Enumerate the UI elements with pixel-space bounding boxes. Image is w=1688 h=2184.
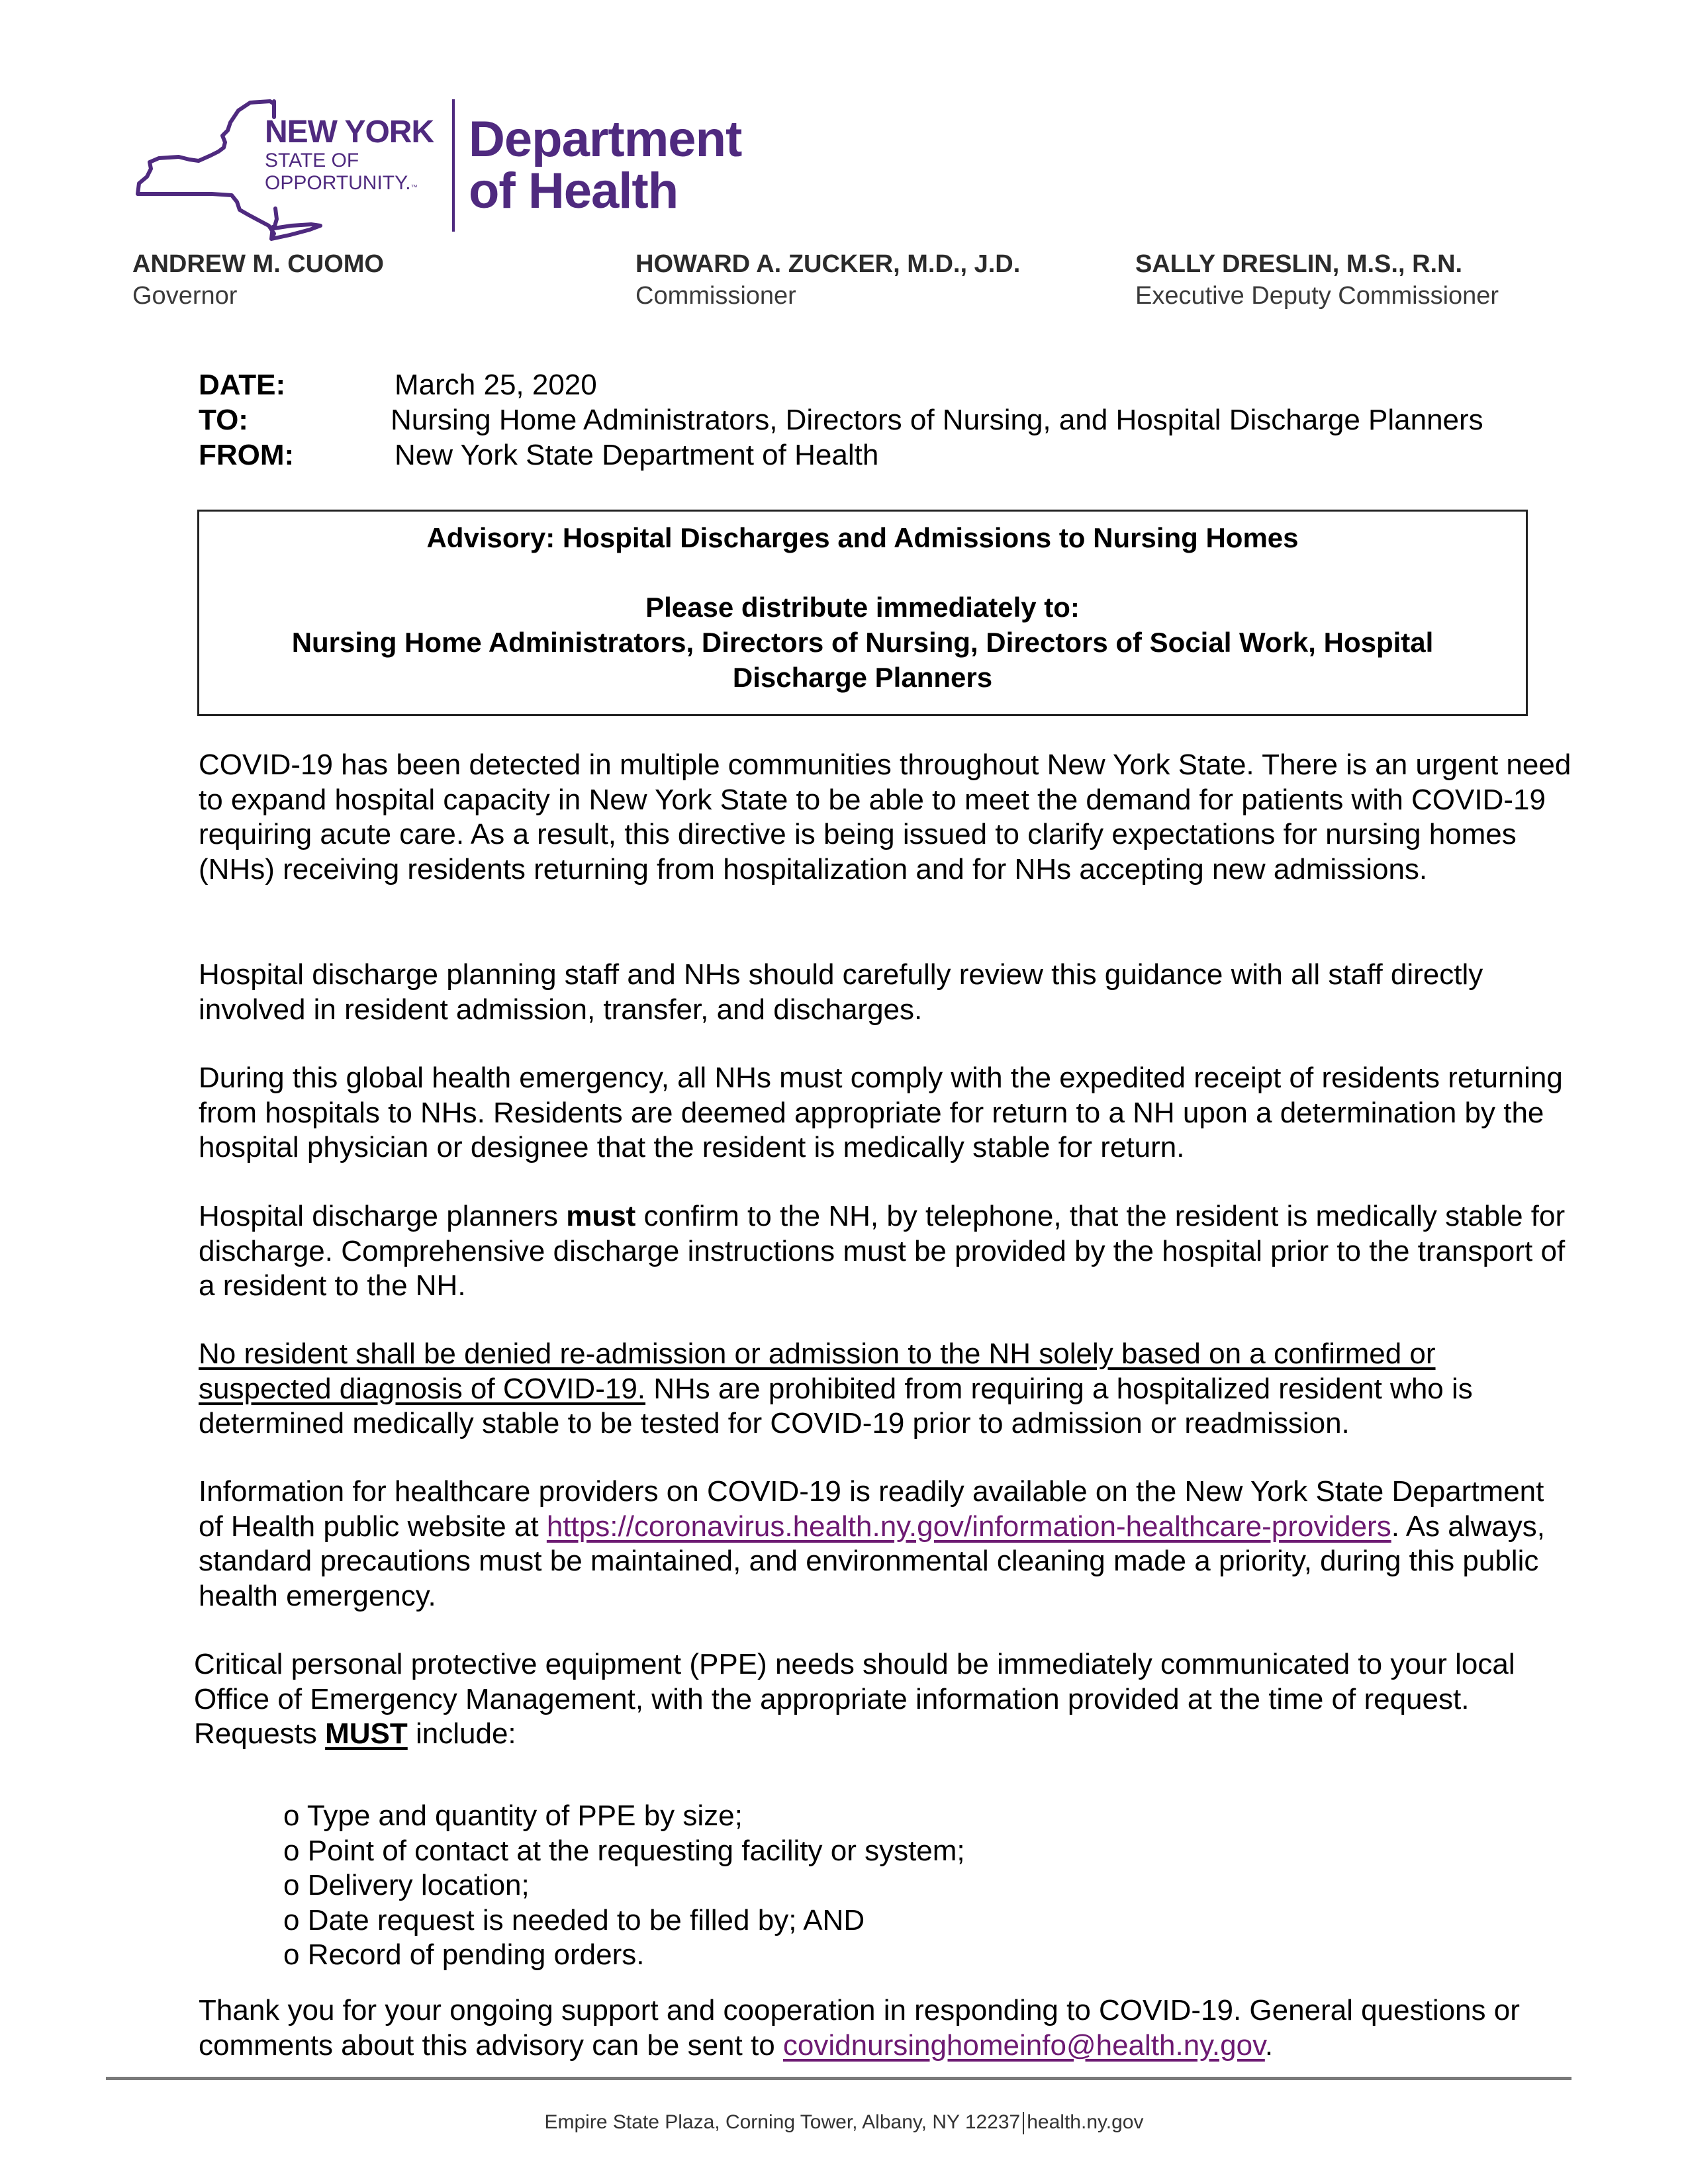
date-label: DATE: xyxy=(199,369,286,401)
paragraph-review-guidance: Hospital discharge planning staff and NHs should carefully review this guidance with all staff directly involved in resident admission, transfer, and discharges. xyxy=(199,958,1483,1026)
paragraph-ppe-requests xyxy=(194,1647,1571,1752)
official-title: Executive Deputy Commissioner xyxy=(1135,282,1499,310)
text: Thank you for your ongoing support and cooperation in responding to COVID-19. General questions or comments about this advisory can be sent to xyxy=(199,1994,1520,2062)
ppe-requirements-list xyxy=(283,1799,965,1973)
logo-department-line1: Department xyxy=(469,111,742,167)
footer-divider xyxy=(106,2077,1571,2080)
text: NHs are prohibited from requiring a hospitalized resident who is determined medically stable to be tested for COVID-19 prior to admission or readmission. xyxy=(199,1372,1473,1439)
logo-state-name: NEW YORK xyxy=(265,114,434,150)
text: Hospital discharge planners xyxy=(199,1200,567,1232)
footer-address: Empire State Plaza, Corning Tower, Albany, NY 12237 xyxy=(544,2111,1021,2133)
healthcare-providers-link[interactable]: https://coronavirus.health.ny.gov/information-healthcare-providers xyxy=(546,1510,1391,1543)
footer-website: health.ny.gov xyxy=(1027,2111,1144,2133)
list-item-text: Type and quantity of PPE by size; xyxy=(306,1799,743,1832)
bullet-marker: o xyxy=(283,1938,300,1971)
memo-header xyxy=(199,367,1483,473)
paragraph-no-denial xyxy=(199,1337,1575,1441)
logo-department-line2: of Health xyxy=(469,163,679,219)
trademark-symbol: ™ xyxy=(410,184,418,191)
logo-divider xyxy=(452,99,455,232)
official-governor xyxy=(132,248,384,312)
advisory-title: Advisory: Hospital Discharges and Admissions to Nursing Homes xyxy=(426,522,1299,553)
emphasis-must-upper: MUST xyxy=(325,1717,408,1750)
emphasis-must: must xyxy=(566,1200,636,1232)
official-title: Commissioner xyxy=(635,282,796,310)
bullet-marker: o xyxy=(283,1903,300,1936)
paragraph-closing xyxy=(199,1993,1602,2063)
ny-state-logo-text xyxy=(265,116,434,198)
list-item xyxy=(283,1799,965,1834)
department-of-health-logo xyxy=(469,111,742,219)
list-item xyxy=(283,1868,965,1903)
list-item-text: Record of pending orders. xyxy=(307,1938,645,1971)
paragraph-discharge-confirmation xyxy=(199,1199,1575,1304)
distribution-recipients: Nursing Home Administrators, Directors of Nursing, Directors of Social Work, Hospital Discharge Planners xyxy=(291,627,1434,693)
official-title: Governor xyxy=(132,282,238,310)
official-name: ANDREW M. CUOMO xyxy=(132,250,384,278)
from-value: New York State Department of Health xyxy=(395,439,879,471)
memo-date-row xyxy=(199,367,1483,402)
bullet-marker: o xyxy=(283,1869,300,1901)
text: Information for healthcare providers on COVID-19 is readily available on the New York State Department of Health public website at xyxy=(199,1475,1544,1543)
text: include: xyxy=(407,1717,516,1750)
distribute-heading: Please distribute immediately to: xyxy=(645,592,1080,623)
advisory-box xyxy=(197,510,1528,716)
logo-tagline-2: OPPORTUNITY. xyxy=(265,172,411,194)
footer-separator xyxy=(1023,2112,1024,2134)
date-value: March 25, 2020 xyxy=(395,369,597,401)
memo-to-row xyxy=(199,402,1483,437)
to-value: Nursing Home Administrators, Directors of Nursing, and Hospital Discharge Planners xyxy=(391,404,1483,436)
text: . As always, standard precautions must be maintained, and environmental cleaning made a priority, during this public health emergency. xyxy=(199,1510,1545,1612)
underlined-policy-statement: No resident shall be denied re-admission or admission to the NH solely based on a confirmed or suspected diagnosis of COVID-19. xyxy=(199,1338,1436,1405)
official-executive-deputy xyxy=(1135,248,1499,312)
list-item xyxy=(283,1903,965,1938)
contact-email-link[interactable]: covidnursinghomeinfo@health.ny.gov xyxy=(782,2028,1265,2062)
to-label: TO: xyxy=(199,404,248,436)
list-item-text: Point of contact at the requesting facility or system; xyxy=(307,1834,965,1867)
list-item-text: Date request is needed to be filled by; AND xyxy=(307,1903,865,1936)
memo-from-row xyxy=(199,437,1483,473)
logo-tagline-1: STATE OF xyxy=(265,150,359,171)
text: confirm to the NH, by telephone, that the resident is medically stable for discharge. Comprehensive discharge instructions must be provided by the hospital prior to the transport of a resident to the NH. xyxy=(199,1200,1566,1302)
official-commissioner xyxy=(635,248,1020,312)
paragraph-expedited-receipt: During this global health emergency, all NHs must comply with the expedited receipt of residents returning from hospitals to NHs. Residents are deemed appropriate for return to a NH upon a determination by the hospital physician or designee that the resident is medically stable for return. xyxy=(199,1062,1563,1163)
from-label: FROM: xyxy=(199,439,295,471)
list-item xyxy=(283,1834,965,1869)
text: . xyxy=(1264,2028,1274,2062)
bullet-marker: o xyxy=(283,1834,300,1867)
list-item xyxy=(283,1938,965,1973)
paragraph-context: COVID-19 has been detected in multiple communities throughout New York State. There is an urgent need to expand hospital capacity in New York State to be able to meet the demand for patients with COVID-19 requiring acute care. As a result, this directive is being issued to clarify expectations for nursing homes (NHs) receiving residents returning from hospitalization and for NHs accepting new admissions. xyxy=(199,749,1571,886)
text: Critical personal protective equipment (PPE) needs should be immediately communicated to your local Office of Emergency Management, with the appropriate information provided at the time of request. Requests xyxy=(194,1648,1515,1750)
official-name: SALLY DRESLIN, M.S., R.N. xyxy=(1135,250,1463,278)
official-name: HOWARD A. ZUCKER, M.D., J.D. xyxy=(635,250,1021,278)
footer xyxy=(0,2111,1688,2134)
paragraph-provider-info xyxy=(199,1475,1575,1614)
bullet-marker: o xyxy=(283,1799,300,1832)
list-item-text: Delivery location; xyxy=(307,1869,530,1901)
